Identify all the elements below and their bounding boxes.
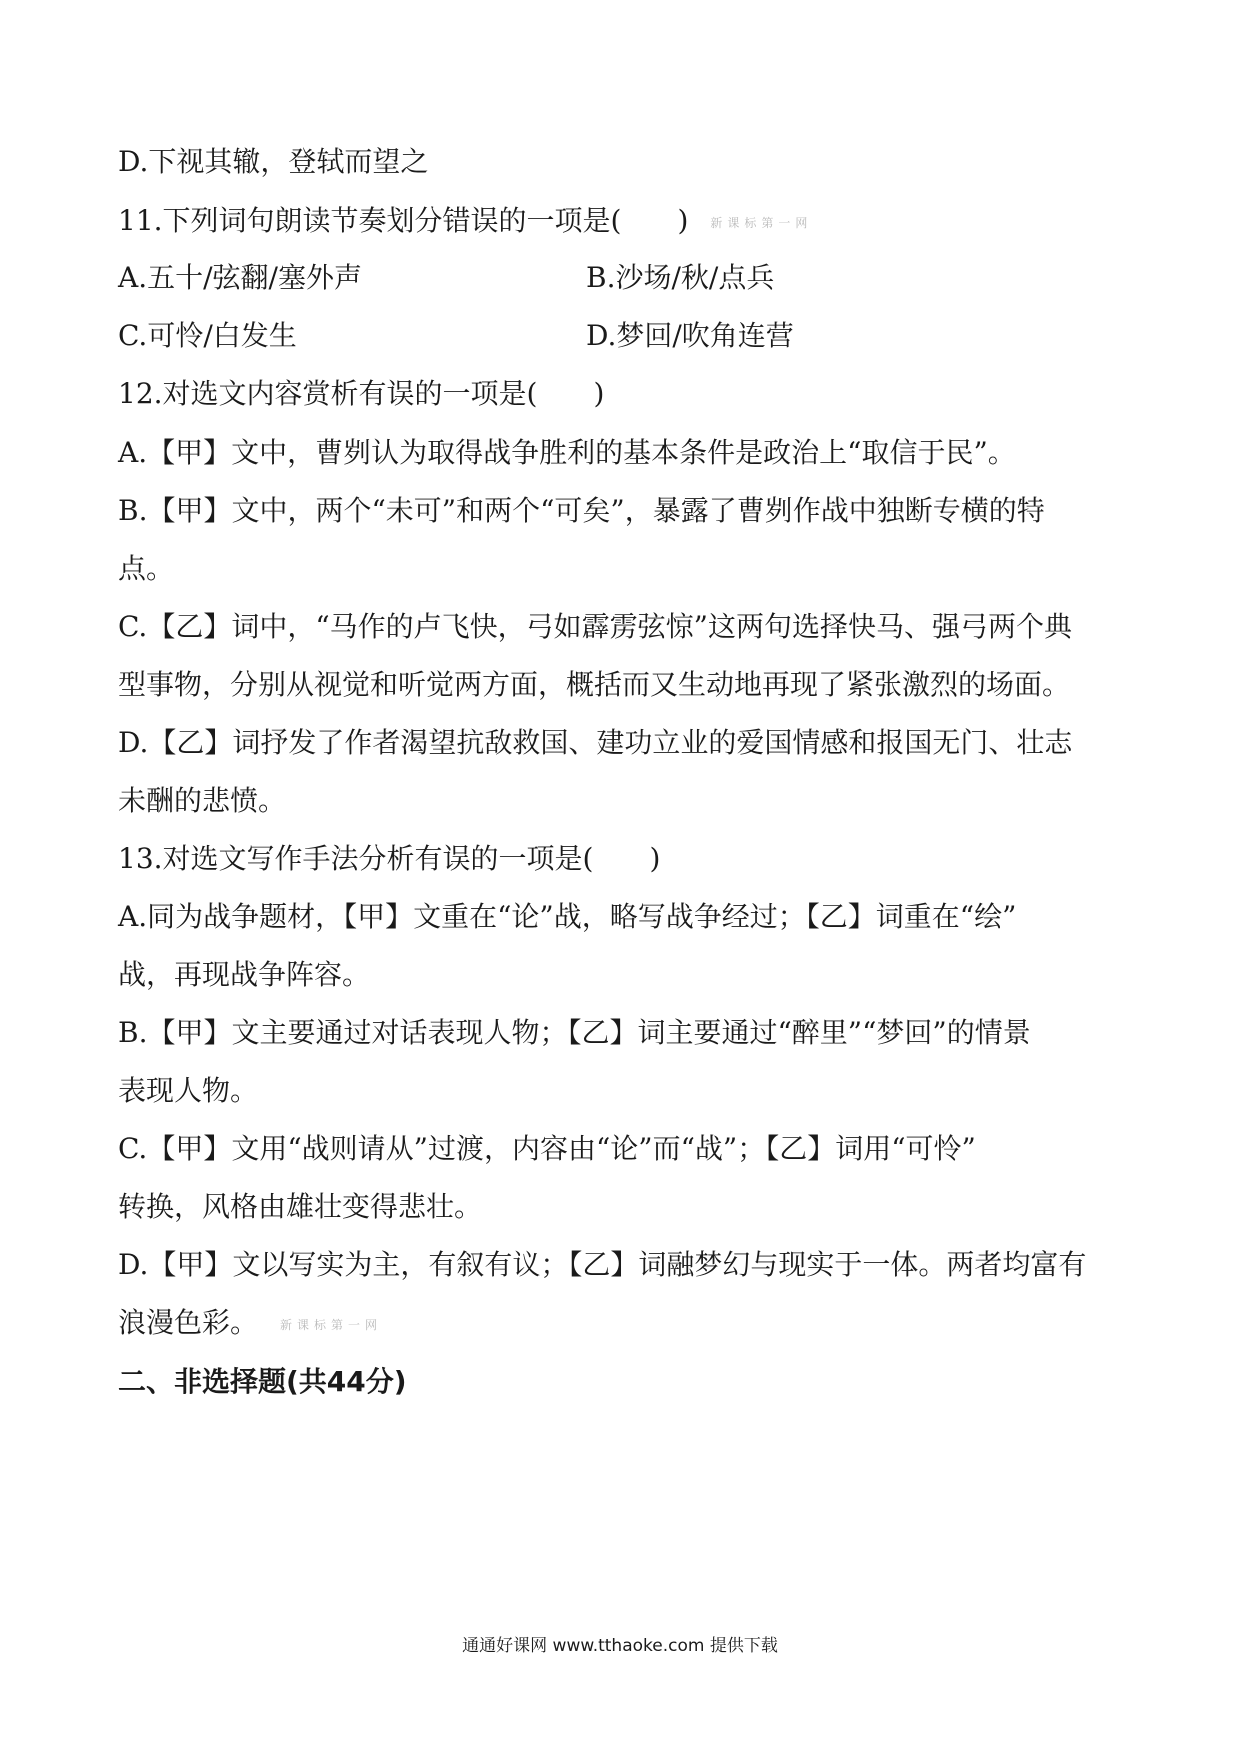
watermark: 新课标第一网 (280, 1317, 383, 1332)
question-12-line: 未酬的悲愤。 (118, 784, 287, 817)
question-11-stem-text: 11.下列词句朗读节奏划分错误的一项是( ) (118, 204, 689, 237)
question-12-stem: 12.对选文内容赏析有误的一项是( ) (118, 377, 605, 410)
page-footer: 通通好课网 www.tthaoke.com 提供下载 (462, 1636, 778, 1656)
question-11-option-a: A.五十/弦翻/塞外声 (118, 261, 362, 294)
question-13-line-text: 浪漫色彩。 (118, 1306, 259, 1339)
question-11-option-c: C.可怜/白发生 (118, 319, 297, 352)
question-11-stem (118, 201, 812, 243)
question-12-line: A.【甲】文中，曹刿认为取得战争胜利的基本条件是政治上“取信于民”。 (118, 436, 1016, 469)
question-11-option-b: B.沙场/秋/点兵 (586, 261, 775, 294)
question-13-line: 转换，风格由雄壮变得悲壮。 (118, 1190, 483, 1223)
question-13-line: A.同为战争题材，【甲】文重在“论”战，略写战争经过；【乙】词重在“绘” (118, 900, 1017, 933)
question-12-line: 点。 (118, 552, 175, 585)
question-13-line: 战，再现战争阵容。 (118, 958, 371, 991)
question-13-stem: 13.对选文写作手法分析有误的一项是( ) (118, 842, 661, 875)
question-12-line: D.【乙】词抒发了作者渴望抗敌救国、建功立业的爱国情感和报国无门、壮志 (118, 726, 1073, 759)
question-13-line (118, 1303, 382, 1345)
question-13-line: D.【甲】文以写实为主，有叙有议；【乙】词融梦幻与现实于一体。两者均富有 (118, 1248, 1087, 1281)
question-10-option-d: D.下视其辙，登轼而望之 (118, 145, 429, 178)
question-13-line: C.【甲】文用“战则请从”过渡，内容由“论”而“战”；【乙】词用“可怜” (118, 1132, 976, 1165)
watermark: 新课标第一网 (710, 215, 813, 230)
question-13-line: 表现人物。 (118, 1074, 259, 1107)
question-13-line: B.【甲】文主要通过对话表现人物；【乙】词主要通过“醉里”“梦回”的情景 (118, 1016, 1031, 1049)
question-12-line: 型事物，分别从视觉和听觉两方面，概括而又生动地再现了紧张激烈的场面。 (118, 668, 1071, 701)
section-2-heading: 二、非选择题(共44分) (118, 1365, 407, 1398)
question-12-line: B.【甲】文中，两个“未可”和两个“可矣”，暴露了曹刿作战中独断专横的特 (118, 494, 1045, 527)
question-12-line: C.【乙】词中，“马作的卢飞快，弓如霹雳弦惊”这两句选择快马、强弓两个典 (118, 610, 1072, 643)
question-11-option-d: D.梦回/吹角连营 (586, 319, 794, 352)
